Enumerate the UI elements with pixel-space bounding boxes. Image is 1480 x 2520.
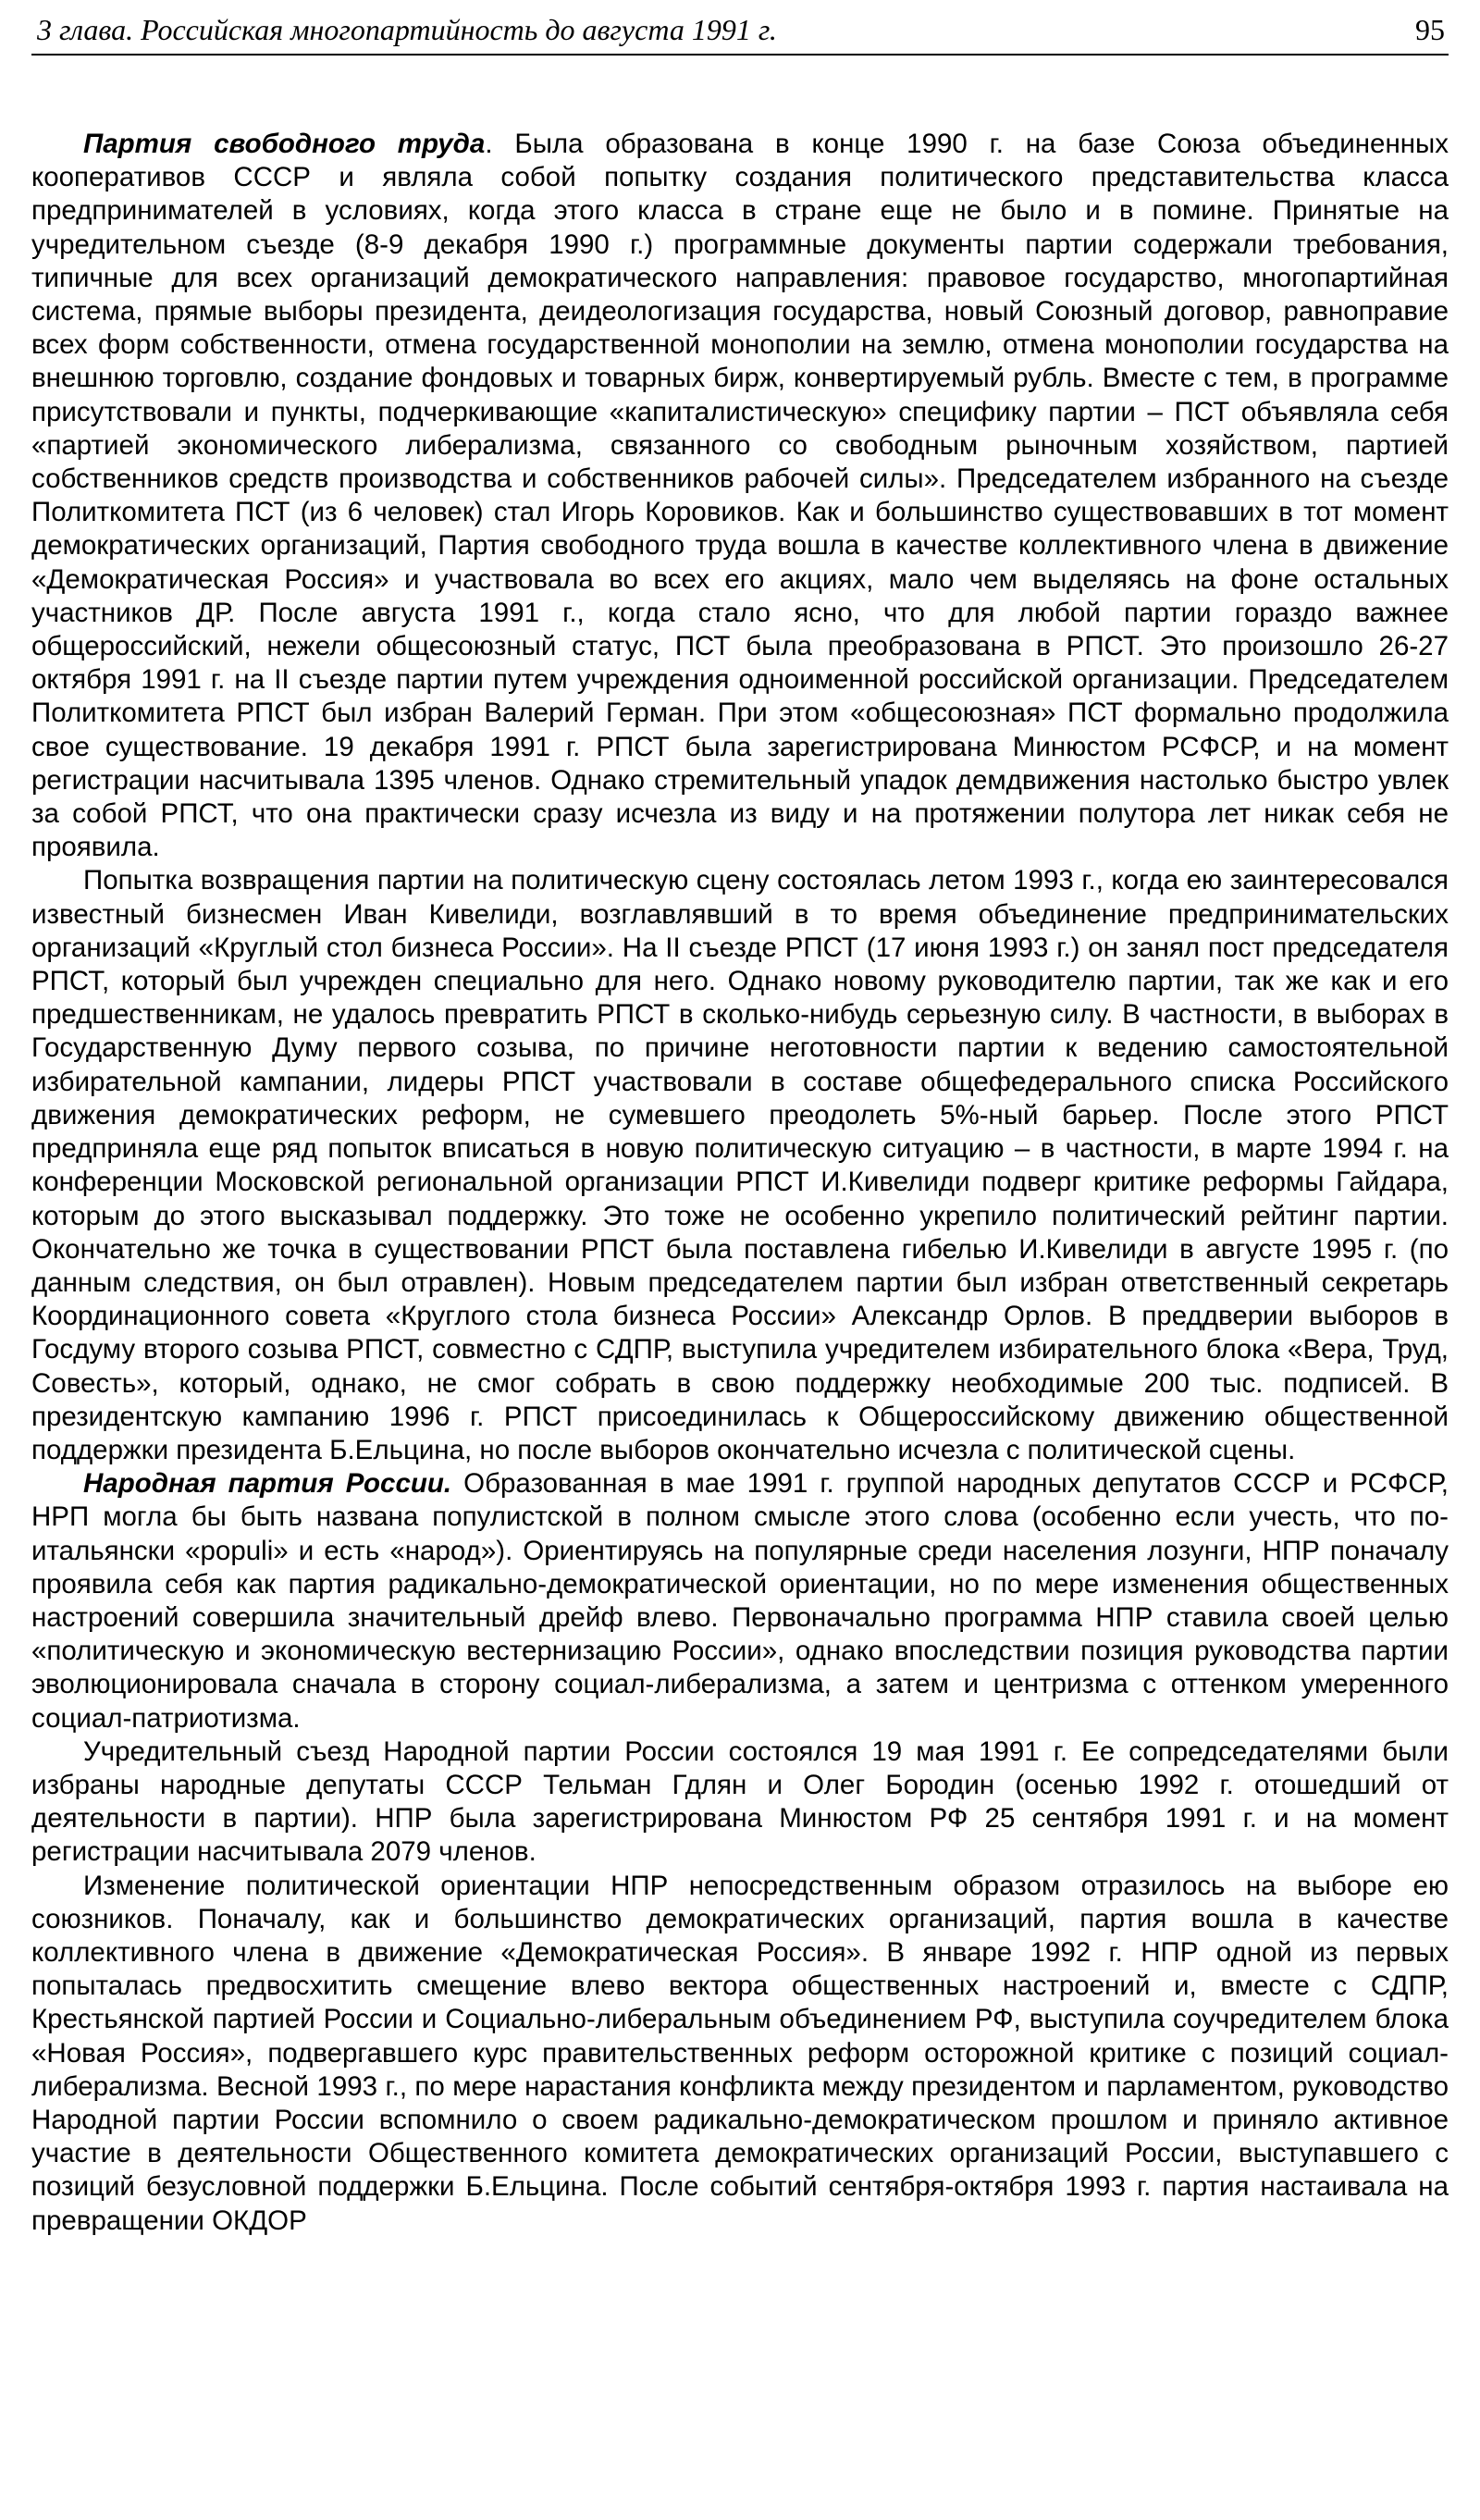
- body-text: [31, 128, 1449, 2238]
- paragraph-text: Изменение политической ориентации НПР непосредственным образом отразилось на выборе ею союзников. Поначалу, как и большинство демократических организаций, партия вошла в качестве коллективного члена в движение «Демократическая Россия». В январе 1992 г. НПР одной из первых попыталась предвосхитить смещение влево вектора общественных настроений и, вместе с СДПР, Крестьянской партией России и Социально-либеральным объединением РФ, выступила соучредителем блока «Новая Россия», подвергавшего курс правительственных реформ осторожной критике с позиций социал-либерализма. Весной 1993 г., по мере нарастания конфликта между президентом и парламентом, руководство Народной партии России вспомнило о своем радикально-демократическом прошлом и приняло активное участие в деятельности Общественного комитета демократических организаций России, выступавшего с позиций безусловной поддержки Б.Ельцина. После событий сентября-октября 1993 г. партия настаивала на превращении ОКДОР: [31, 1870, 1449, 2236]
- paragraph-text: . Была образована в конце 1990 г. на базе Союза объединенных кооперативов СССР и являла собой попытку создания политического представительства класса предпринимателей в условиях, когда этого класса в стране еще не было и в помине. Принятые на учредительном съезде (8-9 декабря 1990 г.) программные документы партии содержали требования, типичные для всех организаций демократического направления: правовое государство, многопартийная система, прямые выборы президента, деидеологизация государства, новый Союзный договор, равноправие всех форм собственности, отмена государственной монополии на землю, отмена монополии государства на внешнюю торговлю, создание фондовых и товарных бирж, конвертируемый рубль. Вместе с тем, в программе присутствовали и пункты, подчеркивающие «капиталистическую» специфику партии – ПСТ объявляла себя «партией экономического либерализма, связанного со свободным рыночным хозяйством, партией собственников средств производства и собственников рабочей силы». Председателем избранного на съезде Политкомитета ПСТ (из 6 человек) стал Игорь Коровиков. Как и большинство существовавших в тот момент демократических организаций, Партия свободного труда вошла в качестве коллективного члена в движение «Демократическая Россия» и участвовала во всех его акциях, мало чем выделяясь на фоне остальных участников ДР. После августа 1991 г., когда стало ясно, что для любой партии гораздо важнее общероссийский, нежели общесоюзный статус, ПСТ была преобразована в РПСТ. Это произошло 26-27 октября 1991 г. на II съезде партии путем учреждения одноименной российской организации. Председателем Политкомитета РПСТ был избран Валерий Герман. При этом «общесоюзная» ПСТ формально продолжила свое существование. 19 декабря 1991 г. РПСТ была зарегистрирована Минюстом РСФСР, и на момент регистрации насчитывала 1395 членов. Однако стремительный упадок демдвижения настолько быстро увлек за собой РПСТ, что она практически сразу исчезла из виду и на протяжении полутора лет никак себя не проявила.: [31, 129, 1449, 863]
- section-lead-free-labor-party: Партия свободного труда: [83, 129, 486, 159]
- paragraph-rpst-return: [31, 864, 1449, 1467]
- section-lead-peoples-party: Народная партия России.: [83, 1468, 452, 1500]
- paragraph-peoples-party: [31, 1467, 1449, 1736]
- paragraph-text: Образованная в мае 1991 г. группой народных депутатов СССР и РСФСР, НРП могла бы быть названа популистской в полном смысле этого слова (особенно если учесть, что по-итальянски «populi» и есть «народ»). Ориентируясь на популярные среди населения лозунги, НПР поначалу проявила себя как партия радикально-демократической ориентации, но по мере изменения общественных настроений совершила значительный дрейф влево. Первоначально программа НПР ставила своей целью «политическую и экономическую вестернизацию России», однако впоследствии позиция руководства партии эволюционировала сначала в сторону социал-либерализма, а затем и центризма с оттенком умеренного социал-патриотизма.: [31, 1468, 1449, 1734]
- running-header: [31, 9, 1449, 56]
- paragraph-free-labor-party: [31, 128, 1449, 864]
- page-number: 95: [1415, 13, 1445, 46]
- paragraph-founding-congress: [31, 1736, 1449, 1870]
- paragraph-text: Попытка возвращения партии на политическую сцену состоялась летом 1993 г., когда ею заинтересовался известный бизнесмен Иван Кивелиди, возглавлявший в то время объединение предпринимательских организаций «Круглый стол бизнеса России». На II съезде РПСТ (17 июня 1993 г.) он занял пост председателя РПСТ, который был учрежден специально для него. Однако новому руководителю партии, так же как и его предшественникам, не удалось превратить РПСТ в сколько-нибудь серьезную силу. В частности, в выборах в Государственную Думу первого созыва, по причине неготовности партии к ведению самостоятельной избирательной кампании, лидеры РПСТ участвовали в составе общефедерального списка Российского движения демократических реформ, не сумевшего преодолеть 5%-ный барьер. После этого РПСТ предприняла еще ряд попыток вписаться в новую политическую ситуацию – в частности, в марте 1994 г. на конференции Московской региональной организации РПСТ И.Кивелиди подверг критике реформы Гайдара, которым до этого высказывал поддержку. Это тоже не особенно укрепило политический рейтинг партии. Окончательно же точка в существовании РПСТ была поставлена гибелью И.Кивелиди в августе 1995 г. (по данным следствия, он был отравлен). Новым председателем партии был избран ответственный секретарь Координационного совета «Круглого стола бизнеса России» Александр Орлов. В преддверии выборов в Госдуму второго созыва РПСТ, совместно с СДПР, выступила учредителем избирательного блока «Вера, Труд, Совесть», который, однако, не смог собрать в свою поддержку необходимые 200 тыс. подписей. В президентскую кампанию 1996 г. РПСТ присоединилась к Общероссийскому движению общественной поддержки президента Б.Ельцина, но после выборов окончательно исчезла с политической сцены.: [31, 865, 1449, 1465]
- paragraph-text: Учредительный съезд Народной партии России состоялся 19 мая 1991 г. Ее сопредседателями были избраны народные депутаты СССР Тельман Гдлян и Олег Бородин (осенью 1992 г. отошедший от деятельности в партии). НПР была зарегистрирована Минюстом РФ 25 сентября 1991 г. и на момент регистрации насчитывала 2079 членов.: [31, 1736, 1449, 1868]
- paragraph-allies: [31, 1870, 1449, 2238]
- chapter-title: 3 глава. Российская многопартийность до августа 1991 г.: [37, 13, 777, 46]
